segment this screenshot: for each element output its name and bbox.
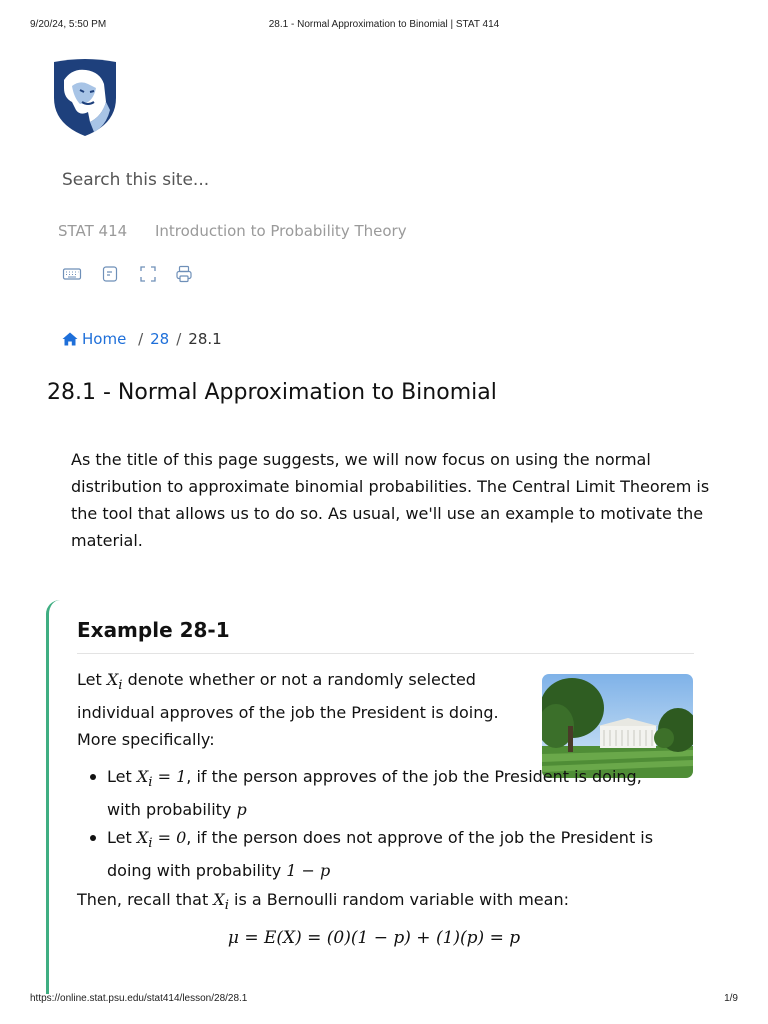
breadcrumb-separator: / xyxy=(176,330,182,348)
math-var-x xyxy=(106,670,123,694)
course-code[interactable]: STAT 414 xyxy=(58,222,128,240)
text-run: denote whether or not a randomly selected individual approves of the job the President is doing. More specifically: xyxy=(77,670,499,750)
math-eq: = 0 xyxy=(157,828,187,848)
math-x: X xyxy=(106,670,119,689)
search-input[interactable]: Search this site... xyxy=(62,170,210,190)
print-url: https://online.stat.psu.edu/stat414/lesson/28/28.1 xyxy=(30,993,248,1004)
math-p: p xyxy=(236,800,247,820)
text-run: Let xyxy=(107,828,137,848)
example-title: Example 28-1 xyxy=(77,618,230,642)
math-xi: $X_i$ xyxy=(136,828,153,852)
page-title: 28.1 - Normal Approximation to Binomial xyxy=(47,380,497,405)
course-header xyxy=(58,222,407,240)
intro-paragraph: As the title of this page suggests, we will now focus on using the normal distribution to approximate binomial probabilities. The Central Limit Theorem is the tool that allows us to do so. As usual, we'll use an example to motivate the material. xyxy=(71,450,710,550)
example-divider xyxy=(77,653,694,654)
home-icon xyxy=(62,332,78,346)
print-doc-title: 28.1 - Normal Approximation to Binomial | STAT 414 xyxy=(268,19,500,30)
text-run: Let xyxy=(77,670,107,689)
math-eq: = 1 xyxy=(157,767,187,786)
print-page-number: 1/9 xyxy=(724,993,738,1004)
math-xi: $X_i$ xyxy=(136,767,153,791)
breadcrumb xyxy=(62,330,222,348)
fullscreen-icon[interactable] xyxy=(138,264,158,284)
example-list xyxy=(77,763,677,885)
text-run: , if the person approves of the job the President is doing, with probability xyxy=(107,767,642,820)
example-paragraph xyxy=(77,666,517,753)
list-item xyxy=(77,763,677,823)
math-sub-i: i xyxy=(118,678,123,694)
breadcrumb-home[interactable] xyxy=(62,330,131,348)
breadcrumb-separator: / xyxy=(138,330,144,348)
math-expr: 1 − p xyxy=(286,861,331,881)
text-run: Then, recall that xyxy=(77,890,214,909)
breadcrumb-current: 28.1 xyxy=(188,330,222,348)
notes-icon[interactable] xyxy=(100,264,120,284)
text-run: is a Bernoulli random variable with mean: xyxy=(228,890,569,909)
example-then-paragraph xyxy=(77,886,687,919)
mean-formula: μ = E(X) = (0)(1 − p) + (1)(p) = p xyxy=(227,928,521,948)
breadcrumb-home-label: Home xyxy=(82,330,127,348)
math-xi: $X_i$ xyxy=(213,890,229,914)
print-icon[interactable] xyxy=(174,264,194,284)
course-name[interactable]: Introduction to Probability Theory xyxy=(154,222,407,240)
breadcrumb-parent[interactable]: 28 xyxy=(150,330,170,348)
example-box xyxy=(46,600,699,994)
penn-state-shield-logo[interactable] xyxy=(50,58,120,138)
list-item xyxy=(77,824,677,884)
text-run: , if the person does not approve of the job the President is doing with probability xyxy=(107,828,654,881)
keyboard-icon[interactable] xyxy=(62,264,82,284)
text-run: Let xyxy=(107,767,137,786)
print-datetime: 9/20/24, 5:50 PM xyxy=(30,19,107,30)
